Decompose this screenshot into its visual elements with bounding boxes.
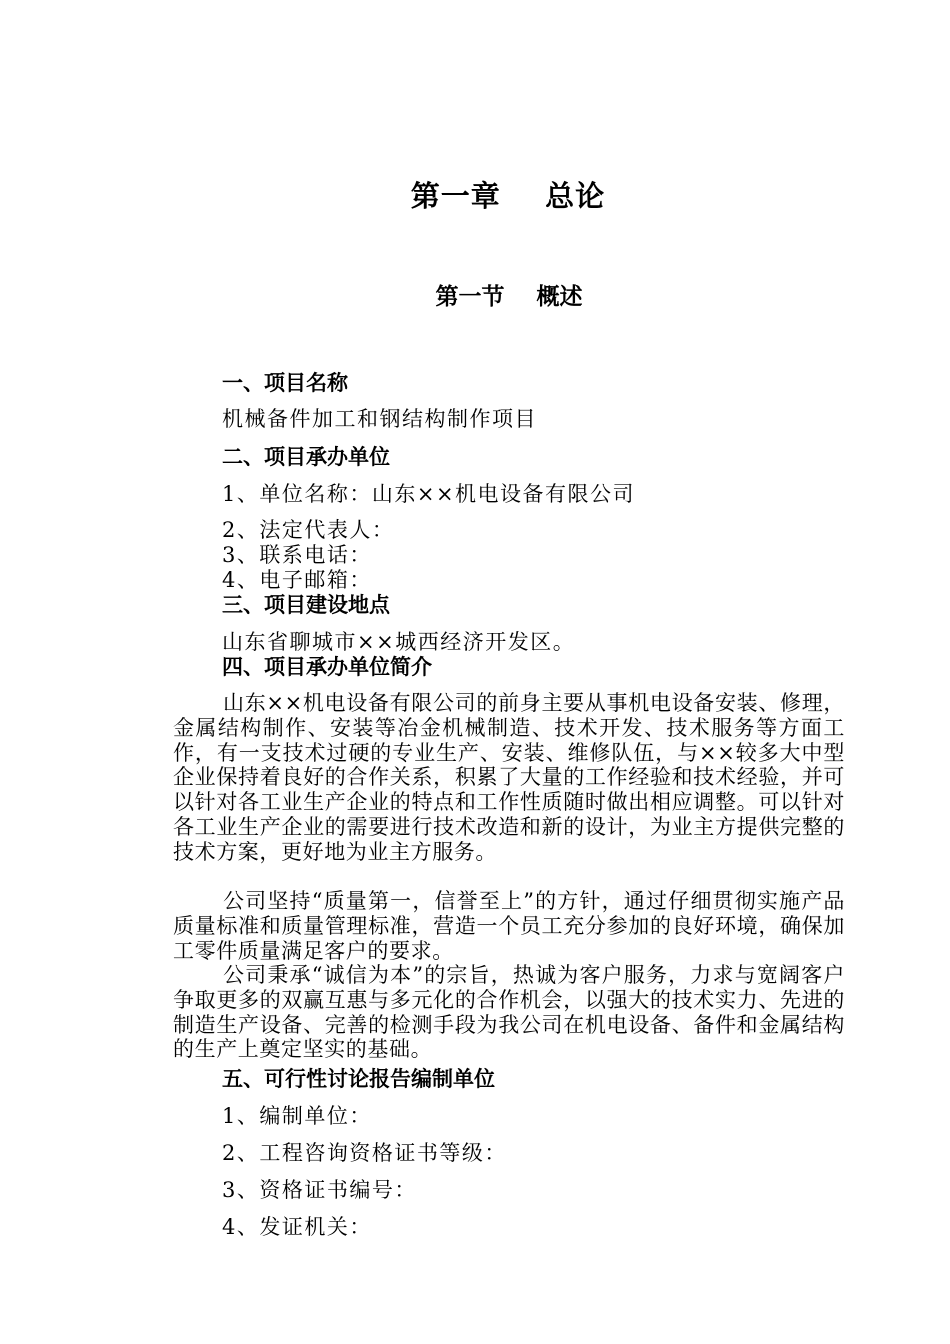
- phone-text: 3、联系电话：: [222, 543, 372, 567]
- intro-paragraph-1: 山东××机电设备有限公司的前身主要从事机电设备安装、修理，金属结构制作、安装等冶金机械制造、技术开发、技术服务等方面工作，有一支技术过硬的专业生产、安装、维修队伍，与××较多大中型企业保持着良好的合作关系，积累了大量的工作经验和技术经验，并可以针对各工业生产企业的特点和工作性质随时做出相应调整。可以针对各工业生产企业的需要进行技术改造和新的设计，为业主方提供完整的技术方案，更好地为业主方服务。: [173, 691, 845, 864]
- legal-rep-text: 2、法定代表人：: [222, 518, 395, 542]
- intro-paragraph-2: 公司坚持“质量第一，信誉至上”的方针，通过仔细贯彻实施产品质量标准和质量管理标准，营造一个员工充分参加的良好环境，确保加工零件质量满足客户的要求。: [173, 889, 845, 963]
- issuer-text: 4、发证机关：: [222, 1215, 372, 1239]
- compiler-text: 1、编制单位：: [222, 1104, 372, 1128]
- heading-unit-intro: 四、项目承办单位简介: [222, 654, 432, 679]
- project-name-text: 机械备件加工和钢结构制作项目: [222, 407, 537, 431]
- cert-number-text: 3、资格证书编号：: [222, 1178, 417, 1202]
- section-title: 第一节 概述: [435, 283, 583, 310]
- location-text: 山东省聊城市××城西经济开发区。: [222, 630, 576, 654]
- heading-construction-site: 三、项目建设地点: [222, 592, 390, 617]
- unit-name-text: 1、单位名称：山东××机电设备有限公司: [222, 482, 636, 506]
- email-text: 4、电子邮箱：: [222, 568, 372, 592]
- chapter-title: 第一章 总论: [410, 179, 606, 213]
- intro-paragraph-3: 公司秉承“诚信为本”的宗旨，热诚为客户服务，力求与宽阔客户争取更多的双赢互惠与多元化的合作机会，以强大的技术实力、先进的制造生产设备、完善的检测手段为我公司在机电设备、备件和金属结构的生产上奠定坚实的基础。: [173, 963, 845, 1062]
- heading-project-name: 一、项目名称: [222, 370, 348, 395]
- heading-report-compiler: 五、可行性讨论报告编制单位: [222, 1066, 495, 1091]
- cert-level-text: 2、工程咨询资格证书等级：: [222, 1141, 507, 1165]
- heading-undertaking-unit: 二、项目承办单位: [222, 444, 390, 469]
